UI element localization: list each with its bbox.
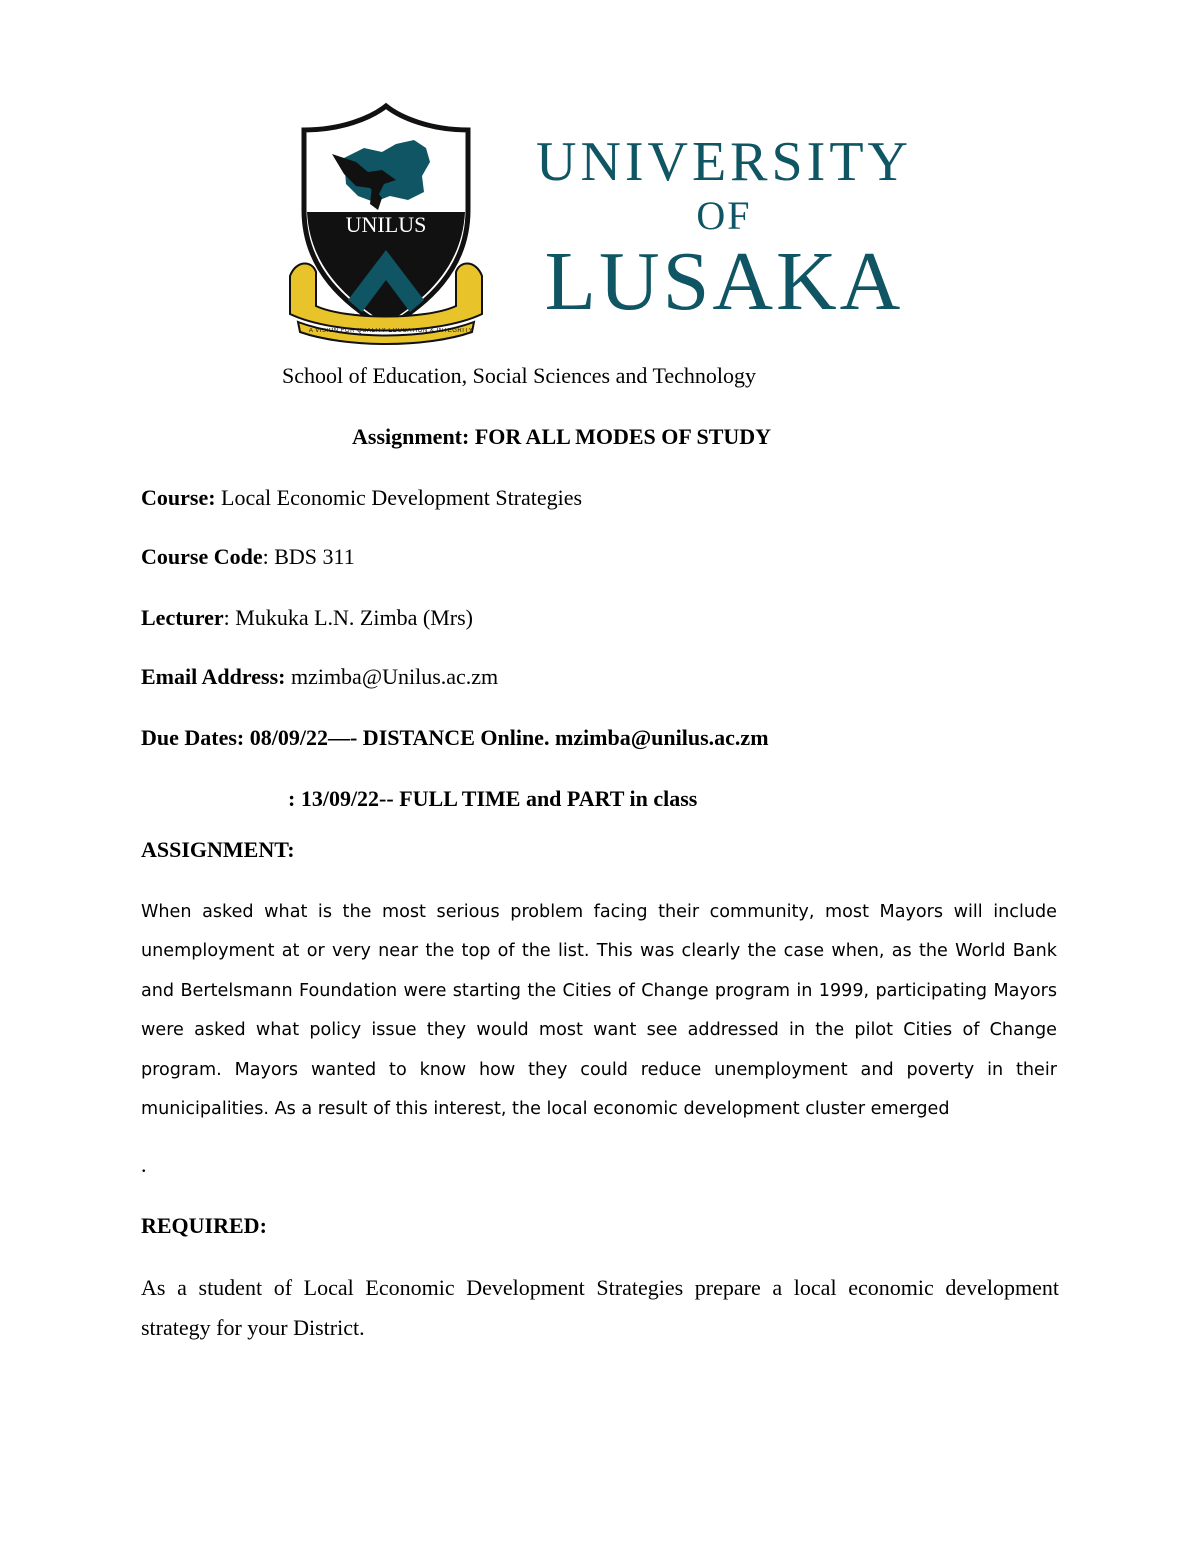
lecturer-value: : Mukuka L.N. Zimba (Mrs) — [223, 605, 473, 630]
email-value: mzimba@Unilus.ac.zm — [285, 664, 499, 689]
required-body: As a student of Local Economic Development Strategies prepare a local economic development strategy for your District. — [141, 1275, 1059, 1340]
trailing-mark: . — [141, 1152, 147, 1177]
shield-label: UNILUS — [345, 212, 427, 237]
course-label: Course: — [141, 485, 216, 510]
ribbon-motto: A VISION FOR QUALITY EDUCATION & INTEGRITY — [308, 328, 474, 334]
required-label: REQUIRED: — [141, 1213, 267, 1238]
course-code-label: Course Code — [141, 544, 263, 569]
university-logo — [286, 100, 936, 350]
due-dates-line-1: Due Dates: 08/09/22—- DISTANCE Online. mzimba@unilus.ac.zm — [141, 725, 769, 750]
wordmark-line-of: OF — [696, 193, 752, 238]
due-dates-line-2: : 13/09/22-- FULL TIME and PART in class — [288, 786, 698, 811]
assignment-body: When asked what is the most serious problem facing their community, most Mayors will include unemployment at or very near the top of the list. This was clearly the case when, as the World Bank and Bertelsmann Foundation were starting the Cities of Change program in 1999, participating Mayors were asked what policy issue they would most want see addressed in the pilot Cities of Change program. Mayors wanted to know how they could reduce unemployment and poverty in their municipalities. As a result of this interest, the local economic development cluster emerged — [141, 902, 1057, 1120]
wordmark-line-university: UNIVERSITY — [536, 131, 912, 193]
wordmark-line-lusaka: LUSAKA — [544, 235, 904, 328]
assignment-label: ASSIGNMENT: — [141, 837, 295, 862]
assignment-heading: Assignment: FOR ALL MODES OF STUDY — [352, 424, 772, 449]
lecturer-label: Lecturer — [141, 605, 224, 630]
lecturer-field — [141, 604, 473, 632]
school-name: School of Education, Social Sciences and Technology — [282, 363, 756, 388]
university-wordmark — [514, 131, 934, 328]
course-code-field — [141, 543, 355, 571]
email-field — [141, 663, 498, 691]
course-code-value: : BDS 311 — [262, 544, 355, 569]
course-value: Local Economic Development Strategies — [215, 485, 583, 510]
course-field — [141, 484, 582, 512]
email-label: Email Address: — [141, 664, 286, 689]
